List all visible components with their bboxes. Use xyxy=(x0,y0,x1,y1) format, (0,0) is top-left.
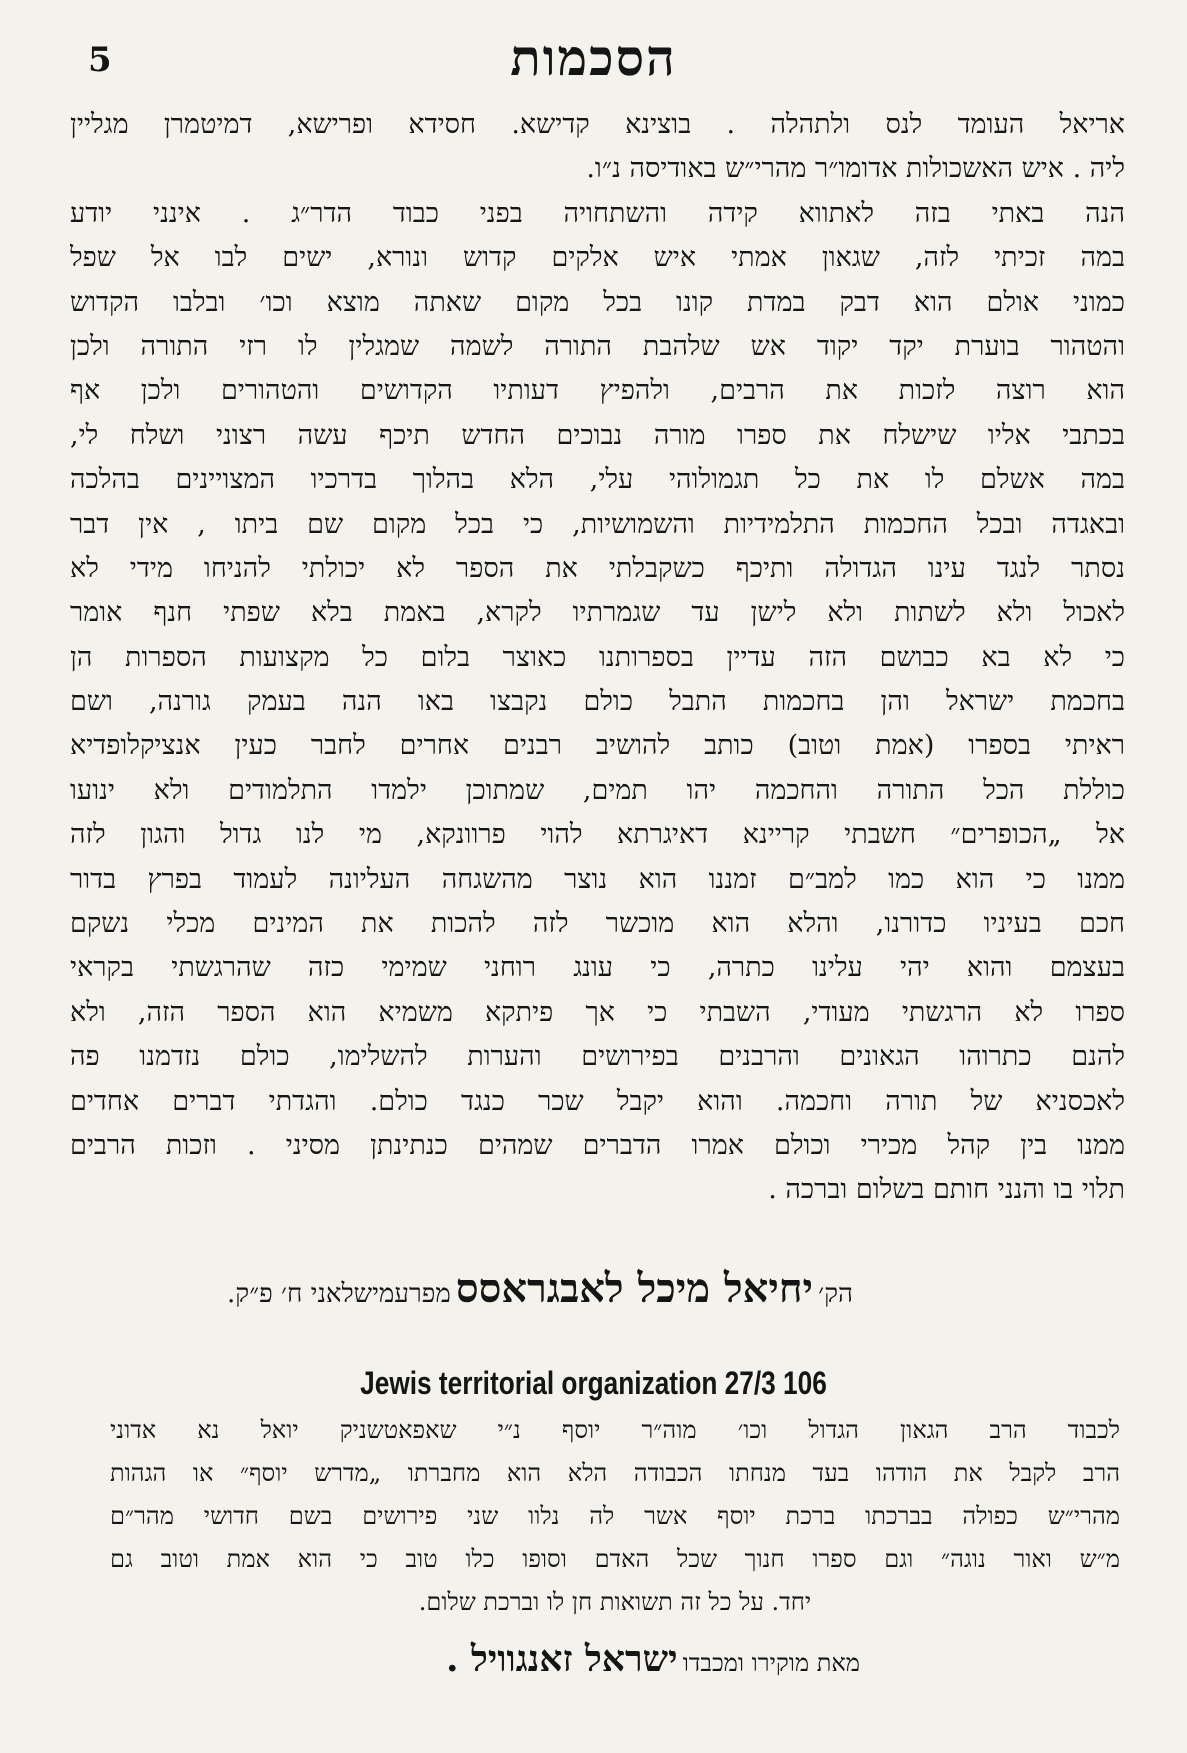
text-line: הנה באתי בזה לאתווא קידה והשתחויה בפני כבוד הדר״ג . אינני יודע xyxy=(70,197,1125,229)
text-line: ובאגדה ובכל החכמות התלמידיות והשמושיות, כי בכל מקום שם ביתו , אין דבר xyxy=(70,508,1125,540)
text-line: נסתר לנגד עינו הגדולה ותיכף כשקבלתי את הספר לא יכולתי להניחו מידי לא xyxy=(70,552,1125,584)
text-line: לאכול ולא לשתות ולא לישן עד שגמרתיו לקרא, באמת בלא שפתי חנף אומר xyxy=(70,597,1125,629)
signature-name: יחיאל מיכל לאבגראסס xyxy=(455,1265,813,1312)
signature-prefix: מאת מוקירו ומכבדו xyxy=(682,1649,860,1677)
text-line: אריאל העומד לנס ולתהלה . בוצינא קדישא. חסידא ופרישא, דמיטמרן מגליין xyxy=(70,109,1125,140)
text-line: לאכסניא של תורה וחכמה. והוא יקבל שכר כנגד כולם. והגדתי דברים אחדים xyxy=(70,1085,1125,1117)
text-line: חכם בעיניו כדורנו, והלא הוא מוכשר לזה להכות את המינים מכלי נשקם xyxy=(70,908,1125,940)
text-line: יחד. על כל זה תשואות חן לו וברכת שלום. xyxy=(418,1588,812,1616)
text-line: תלוי בו והנני חותם בשלום וברכה . xyxy=(768,1174,1125,1206)
running-head: הסכמות xyxy=(510,28,677,87)
text-line: מהרי״ש כפולה בברכתו ברכת יוסף אשר לה נלוו שני פירושים בשם חדושי מהר״ם xyxy=(110,1502,1120,1530)
text-line: ליה . איש האשכולות אדומו״ר מהרי״ש באודיסה נ״ו. xyxy=(586,153,1125,185)
signature-suffix: מפרעמישלאני ח׳ פ״ק. xyxy=(227,1279,451,1309)
text-line: אל „הכופרים״ חשבתי קריינא דאיגרתא להוי פרוונקא, מי לנו גדול והגון לזה xyxy=(70,819,1125,851)
text-line: לכבוד הרב הגאון הגדול וכו׳ מוה״ר יוסף נ״י שאפאטשניק יואל נא אדוני xyxy=(110,1416,1120,1444)
text-line: בחכמת ישראל והן בחכמות התבל כולם נקבצו באו הנה בעמק גורנה, ושם xyxy=(70,686,1125,718)
organization-heading: Jewis territorial organization 27/3 106 xyxy=(360,1365,827,1401)
text-line: ראיתי בספרו (אמת וטוב) כותב להושיב רבנים אחרים לחבר כעין אנציקלופדיא xyxy=(70,730,1125,762)
text-line: והטהור בוערת יקד יקוד אש שלהבת התורה לשמה שמגלין לו רזי התורה ולכן xyxy=(70,330,1125,362)
text-line: במה אשלם לו את כל תגמולוהי עלי, הלא בהלוך בדרכיו המצויינים בהלכה xyxy=(70,464,1125,496)
text-line: כמוני אולם הוא דבק במדת קונו בכל מקום שאתה מוצא וכו׳ ובלבו הקדוש xyxy=(70,286,1125,318)
text-line: ממנו כי הוא כמו למב״ם זמננו הוא נוצר מהשגחה העליונה לעמוד בפרץ בדור xyxy=(70,863,1125,895)
text-line: ספרו לא הרגשתי מעודי, השבתי כי אך פיתקא משמיא הוא הספר הזה, ולא xyxy=(70,996,1125,1028)
signature-name: ישראל זאנגוויל . xyxy=(445,1638,678,1680)
page-number: 5 xyxy=(88,40,112,80)
signature-lowgrass xyxy=(150,1265,930,1312)
text-line: במה זכיתי לזה, שגאון אמתי איש אלקים קדוש ונורא, ישים לבו אל שפל xyxy=(70,242,1125,274)
approbation-1-text xyxy=(70,103,1125,1213)
text-line: להנם כתרוהו הגאונים והרבנים בפירושים והערות להשלימו, כולם נזדמנו פה xyxy=(70,1041,1125,1073)
approbation-2-text xyxy=(110,1409,1120,1624)
text-line: כי לא בא כבושם הזה עדיין בספרותנו כאוצר בלום כל מקצועות הספרות הן xyxy=(70,641,1125,673)
text-line: הרב לקבל את הודהו בעד מנחתו הכבודה הלא הוא מחברתו „מדרש יוסף״ או הגהות xyxy=(110,1459,1120,1487)
text-line: ממנו בין קהל מכירי וכולם אמרו הדברים שמהים כנתינתן מסיני . וזכות הרבים xyxy=(70,1129,1125,1161)
text-line: הוא רוצה לזכות את הרבים, ולהפיץ דעותיו הקדושים והטהורים ולכן אף xyxy=(70,375,1125,407)
signature-prefix: הק׳ xyxy=(818,1279,853,1309)
text-line: כוללת הכל התורה והחכמה יהו תמים, שמתוכן ילמדו התלמודים ולא ינועו xyxy=(70,774,1125,806)
text-line: מ״ש ואור נוגה״ וגם ספרו חנוך שכל האדם וסופו כלו טוב כי הוא אמת וטוב גם xyxy=(110,1545,1120,1573)
text-line: בעצמם והוא יהי עלינו כתרה, כי עונג רוחני שמימי כזה שהרגשתי בקראי xyxy=(70,952,1125,984)
text-line: בכתבי אליו שישלח את ספרו מורה נבוכים החדש תיכף עשה רצוני ושלח לי, xyxy=(70,419,1125,451)
signature-zangwill xyxy=(160,1638,860,1680)
